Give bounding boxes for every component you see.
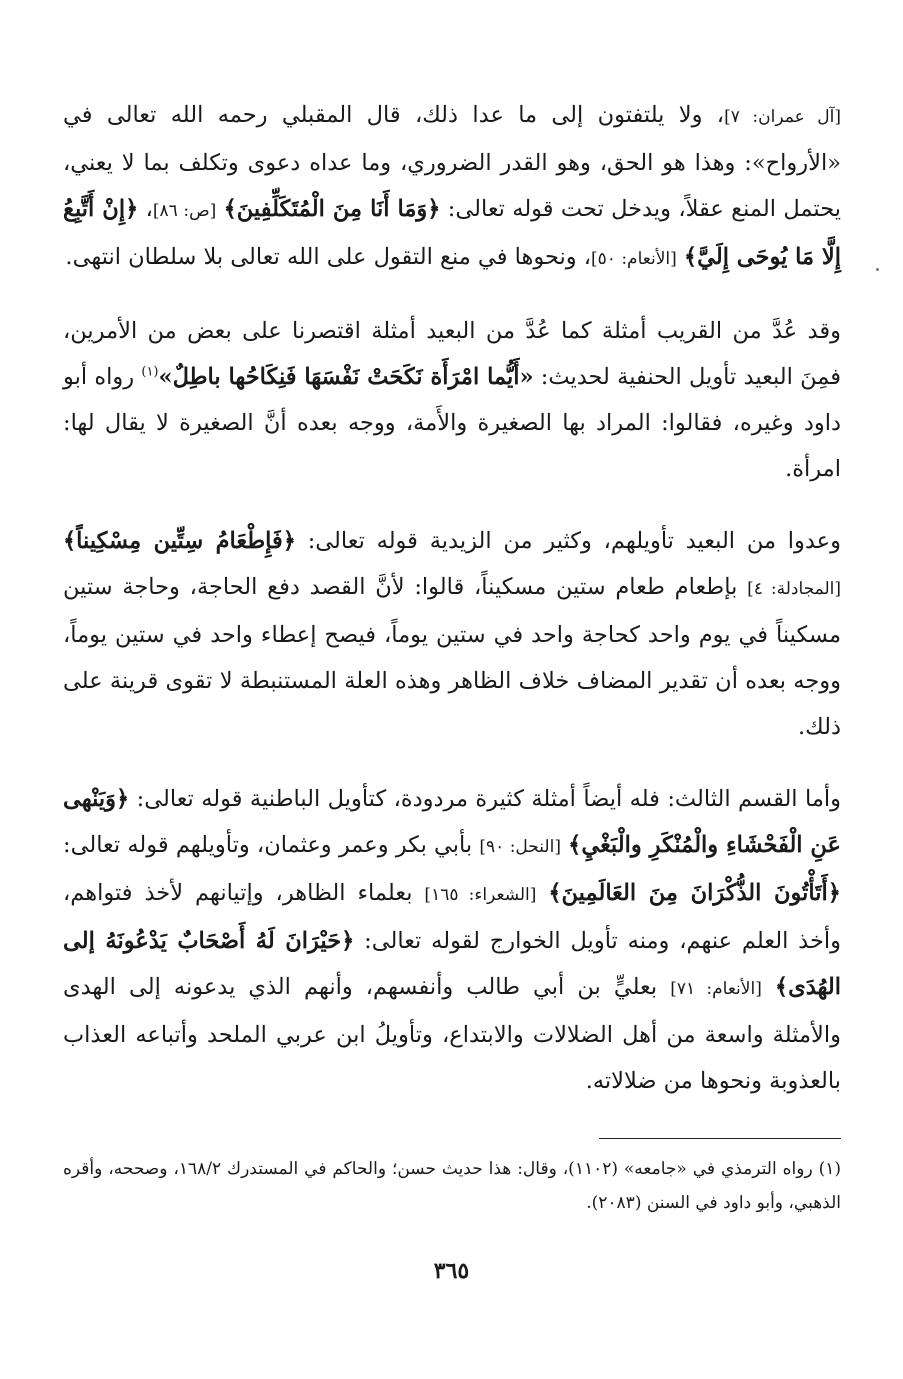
paragraph-text: وعدوا من البعيد تأويلهم، وكثير من الزيدية قوله تعالى: bbox=[295, 528, 841, 554]
page-number: ٣٦٥ bbox=[433, 1258, 470, 1284]
verse-reference: [الشعراء: ١٦٥] bbox=[424, 885, 537, 905]
paragraph bbox=[63, 776, 841, 1104]
paragraph bbox=[63, 308, 841, 492]
quran-verse: ﴿وَيَنْهى عَنِ الْفَحْشَاءِ والْمُنْكَرِ والْبَغْيِ﴾ bbox=[63, 786, 841, 858]
paragraph-text: بإطعام طعام ستين مسكيناً، قالوا: لأنَّ القصد دفع الحاجة، وحاجة ستين مسكيناً في يوم واحد كحاجة واحد في ستين يوماً، فيصح إعطاء واحد في ستين يوماً، ووجه بعده أن تقدير المضاف خلاف الظاهر وهذه العلة المستنبطة لا تقوى قرينة على ذلك. bbox=[63, 574, 841, 740]
paragraph-text: وأما القسم الثالث: فله أيضاً أمثلة كثيرة مردودة، كتأويل الباطنية قوله تعالى: bbox=[129, 786, 841, 812]
paragraph bbox=[63, 518, 841, 750]
quran-verse: «أَيُّما امْرَأَة نَكَحَتْ نَفْسَهَا فَنِكَاحُها باطِلٌ» bbox=[158, 364, 534, 390]
paragraph-text: ، ونحوها في منع التقول على الله تعالى بلا سلطان انتهى. bbox=[65, 244, 592, 270]
quran-verse: ﴿أَتَأْتُونَ الذُّكْرَانَ مِنَ العَالَمِينَ﴾ bbox=[548, 880, 841, 906]
quran-verse: ﴿حَيْرَانَ لَهُ أَصْحَابٌ يَدْعُونَهُ إلى الهُدَى﴾ bbox=[63, 928, 841, 1000]
paragraph-text bbox=[536, 880, 548, 906]
verse-reference: [النحل: ٩٠] bbox=[479, 837, 561, 857]
paragraph bbox=[63, 92, 841, 282]
verse-reference: [المجادلة: ٤] bbox=[747, 579, 841, 599]
footnote-separator bbox=[599, 1138, 841, 1139]
quran-verse: ﴿إِنْ أَتَّبِعُ إِلَّا مَا يُوحَى إِلَيَّ﴾ bbox=[63, 196, 841, 270]
paragraph-text bbox=[216, 196, 223, 222]
footnote: (١) رواه الترمذي في «جامعه» (١١٠٢)، وقال: هذا حديث حسن؛ والحاكم في المستدرك ١٦٨/٢، وصححه، وأقره الذهبي، وأبو داود في السنن (٢٠٨٣). bbox=[63, 1159, 841, 1213]
verse-reference: [ص: ٨٦] bbox=[152, 201, 217, 221]
verse-reference: [الأنعام: ٧١] bbox=[670, 979, 762, 999]
page-body bbox=[63, 92, 841, 1104]
paragraph-text: ، bbox=[138, 196, 153, 222]
verse-reference: [آل عمران: ٧] bbox=[724, 107, 841, 127]
paragraph-text: بأبي بكر وعمر وعثمان، وتأويلهم قوله تعالى: bbox=[63, 832, 480, 858]
quran-verse: ﴿فَإِطْعَامُ سِتِّين مِسْكِيناً﴾ bbox=[63, 528, 296, 554]
paragraph-text: بعليٍّ بن أبي طالب وأنفسهم، وأنهم الذي يدعونه إلى الهدى والأمثلة واسعة من أهل الضلالات والابتداع، وتأويلُ ابن عربي الملحد وأتباعه العذاب بالعذوبة ونحوها من ضلالاته. bbox=[63, 974, 841, 1094]
paragraph-text: بعلماء الظاهر، وإتيانهم لأخذ فتواهم، وأخذ العلم عنهم، ومنه تأويل الخوارج لقوله تعالى: bbox=[63, 880, 841, 954]
paragraph-text: رواه أبو داود وغيره، فقالوا: المراد بها الصغيرة والأَمة، ووجه بعده أنَّ الصغيرة لا يقال لها: امرأة. bbox=[63, 364, 841, 482]
paragraph-text bbox=[677, 244, 684, 270]
paragraph-text bbox=[762, 974, 775, 1000]
paragraph-text: ، ولا يلتفتون إلى ما عدا ذلك، قال المقبلي رحمه الله تعالى في «الأرواح»: وهذا هو الحق، وهو القدر الضروري، وما عداه دعوى وتكلف بما لا يعني، يحتمل المنع عقلاً، ويدخل تحت قوله تعالى: bbox=[63, 102, 841, 222]
verse-reference: [الأنعام: ٥٠] bbox=[591, 249, 677, 269]
quran-verse: ﴿وَمَا أَنَا مِنَ الْمُتَكَلِّفِينَ﴾ bbox=[223, 196, 441, 222]
paragraph-text: وقد عُدَّ من القريب أمثلة كما عُدَّ من البعيد أمثلة اقتصرنا على بعض من الأمرين، فمِنَ البعيد تأويل الحنفية لحديث: bbox=[63, 318, 841, 390]
footnote-marker: (١) bbox=[141, 364, 159, 380]
scan-speck bbox=[876, 268, 879, 271]
